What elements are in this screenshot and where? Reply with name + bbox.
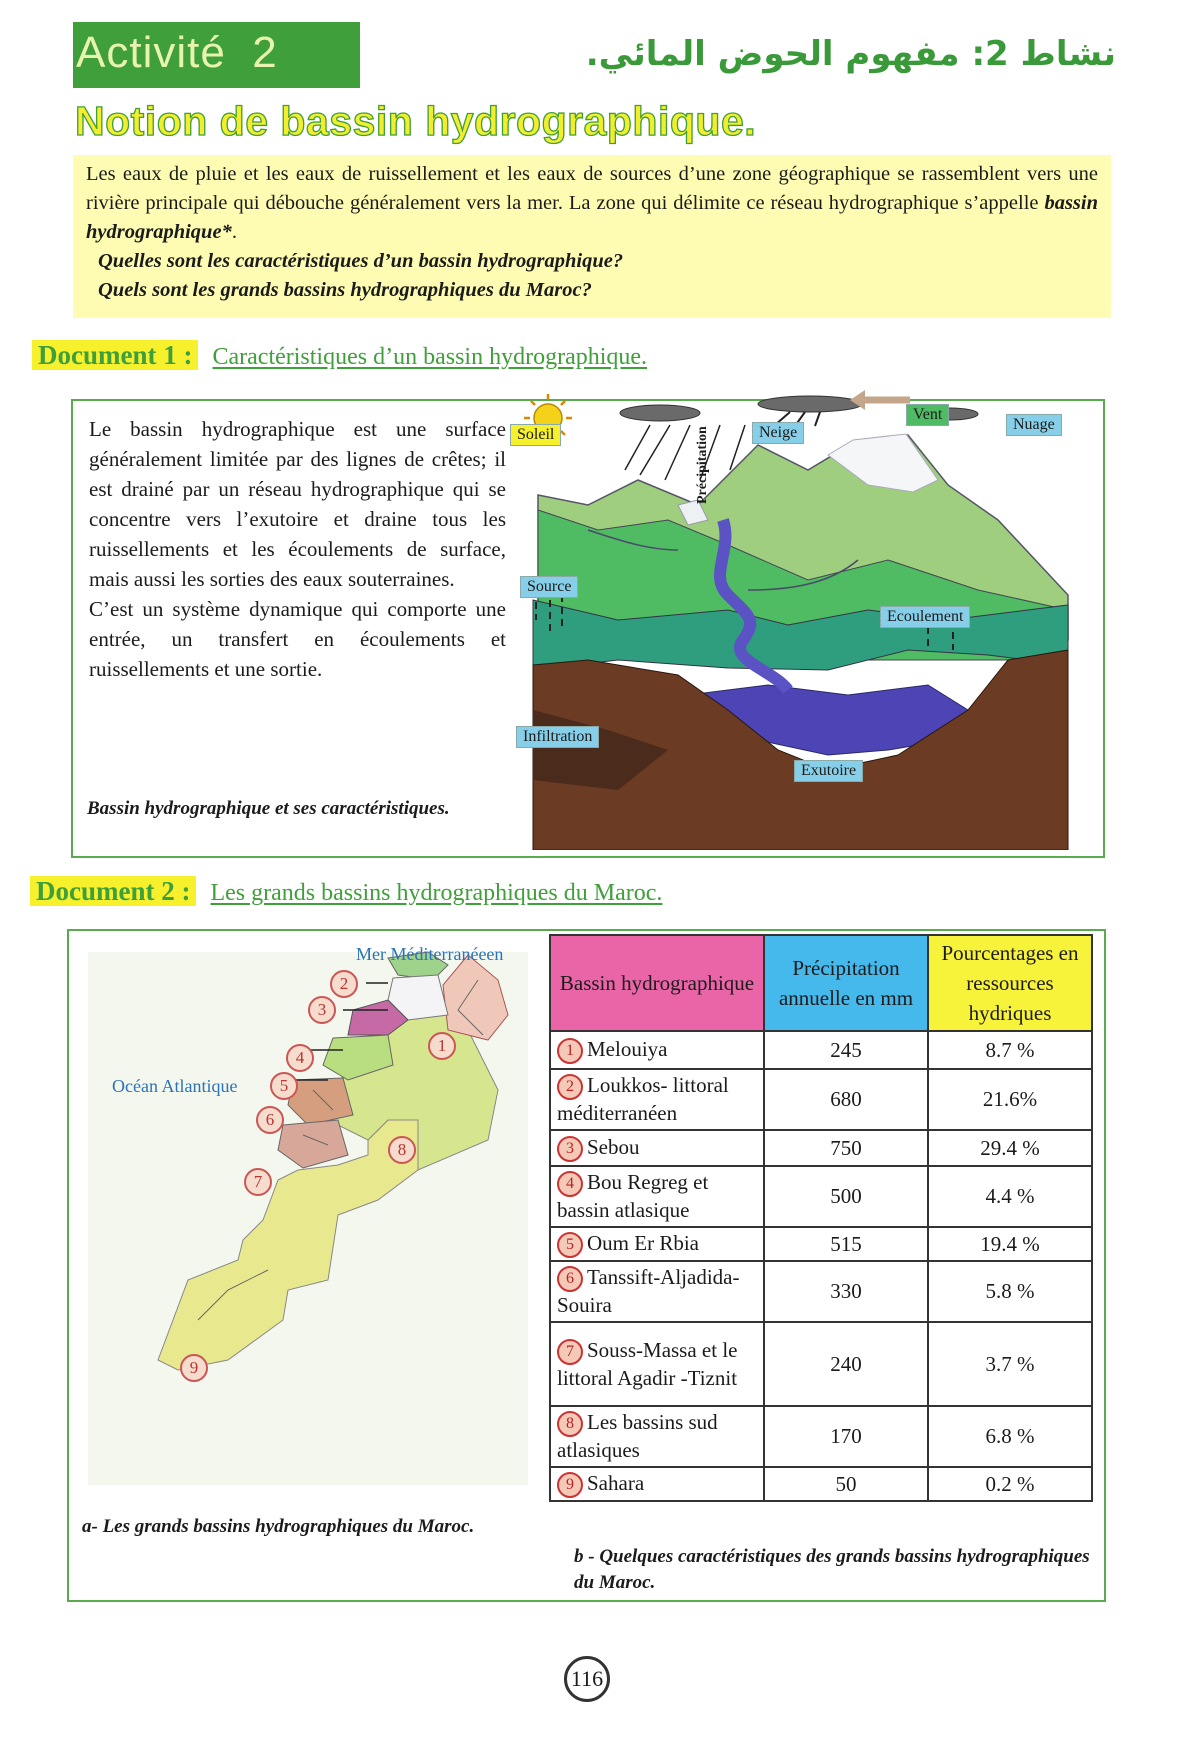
map-marker-8: 8 <box>388 1136 416 1164</box>
arabic-title: نشاط 2: مفهوم الحوض المائي. <box>585 34 1116 74</box>
table-row <box>550 1261 1092 1322</box>
intro-paragraph-end: . <box>231 221 237 243</box>
map-caption: a- Les grands bassins hydrographiques du Maroc. <box>82 1516 475 1537</box>
percentage-cell: 8.7 % <box>928 1031 1092 1069</box>
percentage-cell: 0.2 % <box>928 1467 1092 1501</box>
basin-name: Sahara <box>587 1471 645 1495</box>
doc1-caption: Bassin hydrographique et ses caractéristiques. <box>87 798 450 819</box>
morocco-map-illustration <box>88 940 528 1485</box>
basin-number-badge: 6 <box>557 1266 583 1292</box>
diagram-label-vent: Vent <box>906 404 949 426</box>
basin-name-cell <box>550 1166 764 1227</box>
map-marker-2: 2 <box>330 970 358 998</box>
basin-name-cell <box>550 1130 764 1166</box>
percentage-cell: 21.6% <box>928 1069 1092 1130</box>
morocco-basins-map <box>88 940 528 1485</box>
basins-table-body <box>550 1031 1092 1501</box>
doc1-tag: Document 1 : <box>32 340 198 370</box>
basin-number-badge: 7 <box>557 1339 583 1365</box>
basin-name: Bou Regreg et bassin atlasique <box>557 1170 709 1222</box>
map-marker-4: 4 <box>286 1044 314 1072</box>
doc1-text <box>89 414 506 684</box>
diagram-label-infiltration: Infiltration <box>516 726 599 748</box>
percentage-cell: 6.8 % <box>928 1406 1092 1467</box>
doc2-heading <box>30 869 662 913</box>
basin-number-badge: 5 <box>557 1232 583 1258</box>
table-row <box>550 1406 1092 1467</box>
doc1-text-1: Le bassin hydrographique est une surface généralement limitée par des lignes de crêtes; il est drainé par un réseau hydrographique qui se concentre vers l’exutoire et draine tous les ruissellements et les écoulements de surface, mais aussi les sorties des eaux souterraines. <box>89 417 506 591</box>
table-row <box>550 1467 1092 1501</box>
precipitation-cell: 330 <box>764 1261 928 1322</box>
doc1-title: Caractéristiques d’un bassin hydrographique. <box>212 344 648 370</box>
diagram-label-soleil: Soleil <box>510 424 561 446</box>
basin-name: Tanssift-Aljadida-Souira <box>557 1265 740 1317</box>
intro-term: bassin hydrographique* <box>86 192 1098 243</box>
table-row <box>550 1069 1092 1130</box>
diagram-label-nuage: Nuage <box>1006 414 1062 436</box>
basin-name: Loukkos- littoral méditerranéen <box>557 1073 729 1125</box>
table-header-precip: Précipitation annuelle en mm <box>764 935 928 1031</box>
intro-text <box>86 160 1098 305</box>
basin-name-cell <box>550 1406 764 1467</box>
basin-name: Souss-Massa et le littoral Agadir -Tiznit <box>557 1337 738 1390</box>
percentage-cell: 19.4 % <box>928 1227 1092 1261</box>
basin-name: Sebou <box>587 1135 640 1159</box>
basin-name: Les bassins sud atlasiques <box>557 1410 718 1462</box>
basin-number-badge: 1 <box>557 1038 583 1064</box>
map-marker-3: 3 <box>308 996 336 1024</box>
map-marker-6: 6 <box>256 1106 284 1134</box>
basin-name: Melouiya <box>587 1037 668 1061</box>
basin-name-cell <box>550 1031 764 1069</box>
diagram-label-ecoulement: Ecoulement <box>880 606 970 628</box>
diagram-label-source: Source <box>520 576 578 598</box>
intro-paragraph-start: Les eaux de pluie et les eaux de ruissellement et les eaux de sources d’une zone géographique se rassemblent vers une rivière principale qui débouche généralement vers la mer. La zone qui délimite ce réseau hydrographique s’appelle <box>86 163 1098 214</box>
diagram-label-exutoire: Exutoire <box>794 760 863 782</box>
precipitation-cell: 515 <box>764 1227 928 1261</box>
precipitation-cell: 240 <box>764 1322 928 1406</box>
basin-number-badge: 3 <box>557 1136 583 1162</box>
table-row <box>550 1322 1092 1406</box>
basin-number-badge: 4 <box>557 1171 583 1197</box>
activity-title: Activité 2 <box>76 28 278 77</box>
map-marker-7: 7 <box>244 1168 272 1196</box>
map-marker-1: 1 <box>428 1032 456 1060</box>
basin-number-badge: 2 <box>557 1074 583 1100</box>
percentage-cell: 3.7 % <box>928 1322 1092 1406</box>
basin-name-cell <box>550 1261 764 1322</box>
diagram-label-precipitation: Précipitation <box>695 426 710 504</box>
map-marker-9: 9 <box>180 1354 208 1382</box>
table-row <box>550 1166 1092 1227</box>
table-header-basin: Bassin hydrographique <box>550 935 764 1031</box>
map-marker-5: 5 <box>270 1072 298 1100</box>
precipitation-cell: 170 <box>764 1406 928 1467</box>
basins-table <box>549 934 1093 1502</box>
precipitation-cell: 500 <box>764 1166 928 1227</box>
precipitation-cell: 245 <box>764 1031 928 1069</box>
intro-question-1: Quelles sont les caractéristiques d’un bassin hydrographique? <box>98 250 624 272</box>
percentage-cell: 4.4 % <box>928 1166 1092 1227</box>
precipitation-cell: 680 <box>764 1069 928 1130</box>
intro-question-2: Quels sont les grands bassins hydrographiques du Maroc? <box>98 279 592 301</box>
precipitation-cell: 750 <box>764 1130 928 1166</box>
table-header-pct: Pourcentages en ressources hydriques <box>928 935 1092 1031</box>
basin-name-cell <box>550 1227 764 1261</box>
doc2-title: Les grands bassins hydrographiques du Maroc. <box>210 880 663 906</box>
basin-name-cell <box>550 1467 764 1501</box>
percentage-cell: 29.4 % <box>928 1130 1092 1166</box>
precipitation-cell: 50 <box>764 1467 928 1501</box>
doc1-text-2: C’est un système dynamique qui comporte une entrée, un transfert en écoulements et ruissellements et une sortie. <box>89 597 506 681</box>
watershed-diagram <box>517 406 1088 850</box>
basin-name-cell <box>550 1322 764 1406</box>
page-number: 116 <box>564 1656 610 1702</box>
doc2-tag: Document 2 : <box>30 876 196 906</box>
section-title: Notion de bassin hydrographique. <box>75 98 757 144</box>
map-label-mediterranean: Mer Méditerranéeen <box>356 944 504 964</box>
table-row <box>550 1031 1092 1069</box>
percentage-cell: 5.8 % <box>928 1261 1092 1322</box>
basin-number-badge: 8 <box>557 1411 583 1437</box>
table-caption: b - Quelques caractéristiques des grands bassins hydrographiques du Maroc. <box>574 1546 1090 1593</box>
table-header-row <box>550 935 1092 1031</box>
map-label-atlantic: Océan Atlantique <box>112 1076 238 1096</box>
table-row <box>550 1227 1092 1261</box>
basin-name-cell <box>550 1069 764 1130</box>
basin-number-badge: 9 <box>557 1472 583 1498</box>
table-row <box>550 1130 1092 1166</box>
diagram-label-neige: Neige <box>752 422 804 444</box>
basin-name: Oum Er Rbia <box>587 1231 699 1255</box>
